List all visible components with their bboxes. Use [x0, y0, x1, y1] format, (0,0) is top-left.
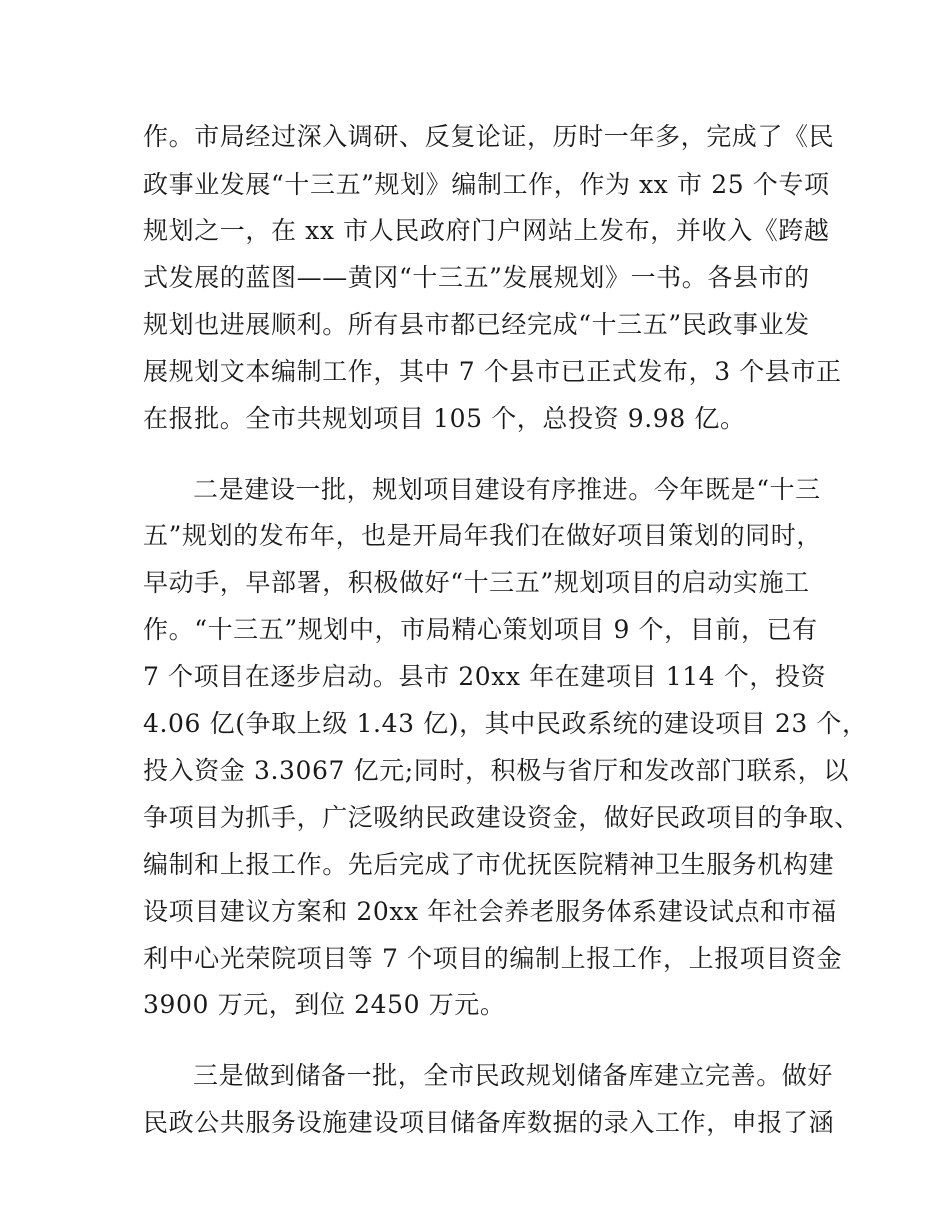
paragraph-line: 利中心光荣院项目等 7 个项目的编制上报工作，上报项目资金	[143, 944, 843, 973]
paragraph-line: 规划也进展顺利。所有县市都已经完成“十三五”民政事业发	[143, 310, 810, 339]
paragraph-line: 五”规划的发布年，也是开局年我们在做好项目策划的同时，	[143, 521, 822, 550]
paragraph-line: 二是建设一批，规划项目建设有序推进。今年既是“十三	[193, 475, 821, 504]
paragraph-line: 政事业发展“十三五”规划》编制工作，作为 xx 市 25 个专项	[143, 170, 830, 199]
paragraph-line: 早动手，早部署，积极做好“十三五”规划项目的启动实施工	[143, 568, 810, 597]
paragraph-line: 3900 万元，到位 2450 万元。	[143, 990, 506, 1019]
paragraph-line: 在报批。全市共规划项目 105 个，总投资 9.98 亿。	[143, 404, 746, 433]
paragraph-line: 7 个项目在逐步启动。县市 20xx 年在建项目 114 个，投资	[143, 662, 827, 691]
paragraph-line: 设项目建议方案和 20xx 年社会养老服务体系建设试点和市福	[143, 897, 837, 926]
paragraph-line: 作。“十三五”规划中，市局精心策划项目 9 个，目前，已有	[143, 615, 818, 644]
paragraph-line: 投入资金 3.3067 亿元;同时，积极与省厅和发改部门联系，以	[143, 756, 849, 785]
paragraph-line: 式发展的蓝图——黄冈“十三五”发展规划》一书。各县市的	[143, 263, 810, 292]
paragraph-line: 规划之一，在 xx 市人民政府门户网站上发布，并收入《跨越	[143, 216, 830, 245]
paragraph-line: 4.06 亿(争取上级 1.43 亿)，其中民政系统的建设项目 23 个，	[143, 709, 868, 738]
paragraph-line: 民政公共服务设施建设项目储备库数据的录入工作，申报了涵	[143, 1108, 835, 1137]
paragraph-line: 三是做到储备一批，全市民政规划储备库建立完善。做好	[193, 1061, 834, 1090]
paragraph-line: 作。市局经过深入调研、反复论证，历时一年多，完成了《民	[143, 122, 835, 151]
paragraph-line: 编制和上报工作。先后完成了市优抚医院精神卫生服务机构建	[143, 850, 835, 879]
paragraph-line: 展规划文本编制工作，其中 7 个县市已正式发布，3 个县市正	[143, 357, 842, 386]
paragraph-line: 争项目为抓手，广泛吸纳民政建设资金，做好民政项目的争取、	[143, 803, 860, 832]
